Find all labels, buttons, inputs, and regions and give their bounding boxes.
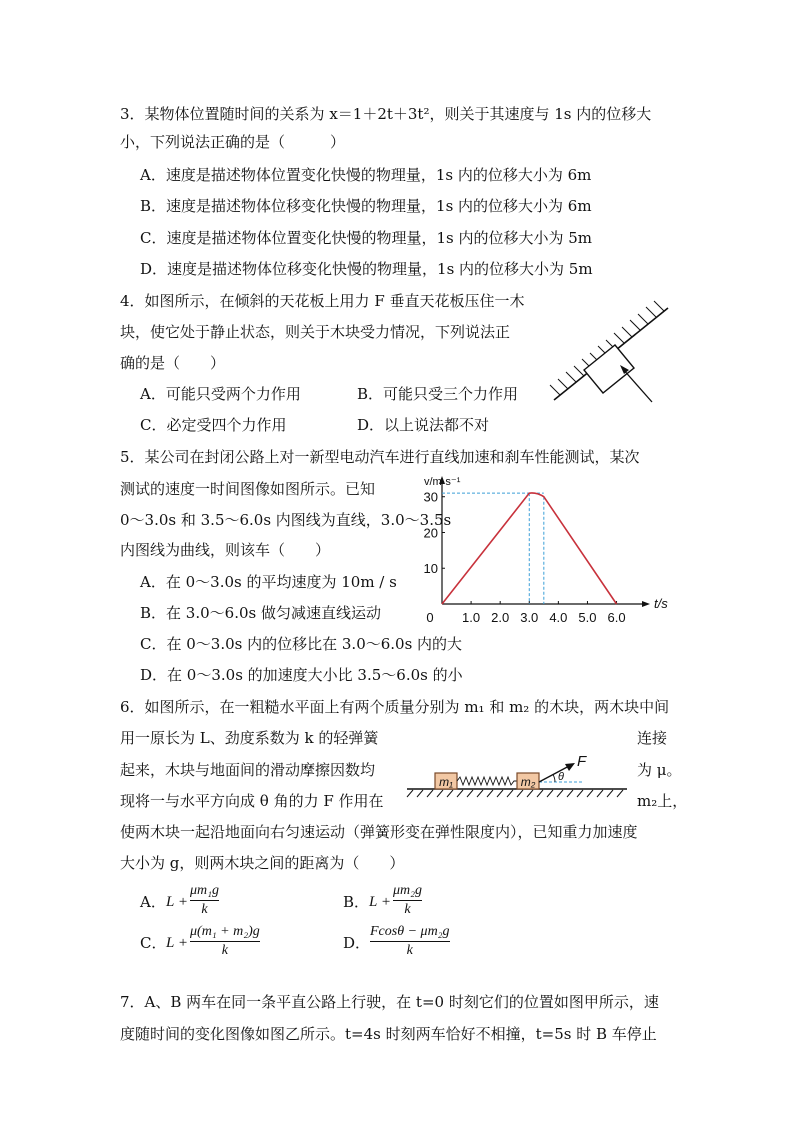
q6-option-c-fraction bbox=[190, 924, 260, 959]
x-tick-label-2: 2.0 bbox=[491, 610, 510, 625]
q5-velocity-time-chart bbox=[412, 474, 682, 632]
q5-option-d: D．在 0～3.0s 的加速度大小比 3.5～6.0s 的小 bbox=[140, 666, 463, 684]
q6-option-d-denominator: k bbox=[406, 943, 413, 958]
q6-option-c-numerator: μ(m₁ + m₂)g bbox=[190, 924, 260, 939]
q6-stem-line1: 6．如图所示，在一粗糙水平面上有两个质量分别为 m₁ 和 m₂ 的木块，两木块中间 bbox=[120, 698, 670, 716]
q6-stem-line3a: 起来，木块与地面间的滑动摩擦因数均 bbox=[120, 761, 376, 779]
q6-option-c-label: C． bbox=[140, 934, 167, 952]
force-f-label: F bbox=[577, 753, 587, 770]
q6-option-b-denominator: k bbox=[404, 902, 411, 917]
q3-stem-line1: 3．某物体位置随时间的关系为 x＝1＋2t＋3t²，则关于其速度与 1s 内的位移大 bbox=[120, 105, 652, 123]
q6-option-c-denominator: k bbox=[221, 943, 228, 958]
q4-option-c: C．必定受四个力作用 bbox=[140, 416, 287, 434]
q6-stem-line5: 使两木块一起沿地面向右匀速运动（弹簧形变在弹性限度内），已知重力加速度 bbox=[120, 823, 638, 841]
spring bbox=[457, 777, 517, 785]
q5-option-a: A．在 0～3.0s 的平均速度为 10m / s bbox=[140, 573, 397, 591]
q6-option-a-fraction bbox=[190, 883, 219, 918]
q7-stem-line1: 7．A、B 两车在同一条平直公路上行驶，在 t=0 时刻它们的位置如图甲所示，速 bbox=[120, 993, 659, 1011]
q6-stem-line6: 大小为 g，则两木块之间的距离为（ ） bbox=[120, 854, 405, 872]
q4-stem-line2: 块，使它处于静止状态，则关于木块受力情况，下列说法正 bbox=[120, 323, 511, 341]
q4-stem-line1: 4．如图所示，在倾斜的天花板上用力 F 垂直天花板压住一木 bbox=[120, 292, 525, 310]
x-tick-label-4: 4.0 bbox=[549, 610, 568, 625]
q7-stem-line2: 度随时间的变化图像如图乙所示。t=4s 时刻两车恰好不相撞，t=5s 时 B 车停止 bbox=[120, 1025, 657, 1043]
q5-stem-line2: 测试的速度一时间图像如图所示。已知 bbox=[120, 480, 376, 498]
q6-option-b-numerator: μm₂g bbox=[393, 883, 423, 898]
q5-stem-line1: 5．某公司在封闭公路上对一新型电动汽车进行直线加速和刹车性能测试，某次 bbox=[120, 448, 640, 466]
block-m2-label: m₂ bbox=[520, 775, 536, 789]
q3-option-d: D．速度是描述物体位移变化快慢的物理量，1s 内的位移大小为 5m bbox=[140, 260, 593, 278]
y-tick-label-0: 10 bbox=[423, 561, 438, 577]
q3-stem-line2: 小，下列说法正确的是（ ） bbox=[120, 133, 346, 151]
q6-stem-line2b: 连接 bbox=[637, 729, 668, 747]
q6-stem-line2a: 用一原长为 L、劲度系数为 k 的轻弹簧 bbox=[120, 729, 379, 747]
q6-stem-line3b: 为 μ。 bbox=[637, 761, 682, 779]
q3-option-b: B．速度是描述物体位移变化快慢的物理量，1s 内的位移大小为 6m bbox=[140, 197, 592, 215]
q4-stem-line3: 确的是（ ） bbox=[120, 354, 226, 372]
q6-option-d-label: D． bbox=[343, 934, 371, 952]
block-m1-label: m₁ bbox=[439, 775, 453, 789]
q6-option-c-prefix: L + bbox=[166, 935, 188, 951]
ground-hatch bbox=[407, 789, 627, 797]
q6-stem-line4b: m₂上， bbox=[637, 792, 688, 810]
q3-option-c: C．速度是描述物体位置变化快慢的物理量，1s 内的位移大小为 5m bbox=[140, 229, 593, 247]
y-tick-label-2: 30 bbox=[423, 489, 438, 505]
q6-spring-blocks-figure bbox=[405, 752, 630, 802]
y-tick-label-1: 20 bbox=[423, 525, 438, 541]
q6-option-a-numerator: μm₁g bbox=[190, 883, 220, 898]
q5-stem-line3: 0～3.0s 和 3.5～6.0s 内图线为直线，3.0～3.5s bbox=[120, 511, 452, 529]
q3-option-a: A．速度是描述物体位置变化快慢的物理量，1s 内的位移大小为 6m bbox=[140, 166, 592, 184]
q5-option-c: C．在 0～3.0s 内的位移比在 3.0～6.0s 内的大 bbox=[140, 635, 463, 653]
x-axis-label: t/s bbox=[654, 596, 668, 611]
q4-ceiling-figure bbox=[540, 296, 680, 408]
q4-option-b: B．可能只受三个力作用 bbox=[357, 385, 519, 403]
x-tick-label-1: 1.0 bbox=[462, 610, 481, 625]
x-axis-arrow bbox=[642, 601, 650, 607]
q5-option-b: B．在 3.0～6.0s 做匀减速直线运动 bbox=[140, 604, 381, 622]
q6-option-d-numerator: Fcosθ − μm₂g bbox=[370, 924, 450, 939]
q6-option-d-fraction bbox=[370, 924, 450, 959]
x-tick-label-0: 0 bbox=[426, 610, 434, 625]
force-arrow bbox=[622, 368, 652, 402]
x-tick-label-3: 3.0 bbox=[520, 610, 539, 625]
angle-arc bbox=[553, 775, 555, 783]
y-axis-label: v/m·s⁻¹ bbox=[424, 476, 461, 488]
q6-option-a-label: A． bbox=[140, 893, 166, 911]
q6-option-a-prefix: L + bbox=[166, 894, 188, 910]
angle-theta-label: θ bbox=[558, 771, 564, 783]
q6-option-b-label: B． bbox=[343, 893, 370, 911]
x-tick-label-6: 6.0 bbox=[607, 610, 626, 625]
q6-stem-line4a: 现将一与水平方向成 θ 角的力 F 作用在 bbox=[120, 792, 384, 810]
q4-option-d: D．以上说法都不对 bbox=[357, 416, 490, 434]
q5-stem-line4: 内图线为曲线，则该车（ ） bbox=[120, 541, 331, 559]
q6-option-a-denominator: k bbox=[201, 902, 208, 917]
q6-option-b-fraction bbox=[393, 883, 422, 918]
q4-option-a: A．可能只受两个力作用 bbox=[140, 385, 301, 403]
q6-option-b-prefix: L + bbox=[369, 894, 391, 910]
x-tick-label-5: 5.0 bbox=[578, 610, 597, 625]
